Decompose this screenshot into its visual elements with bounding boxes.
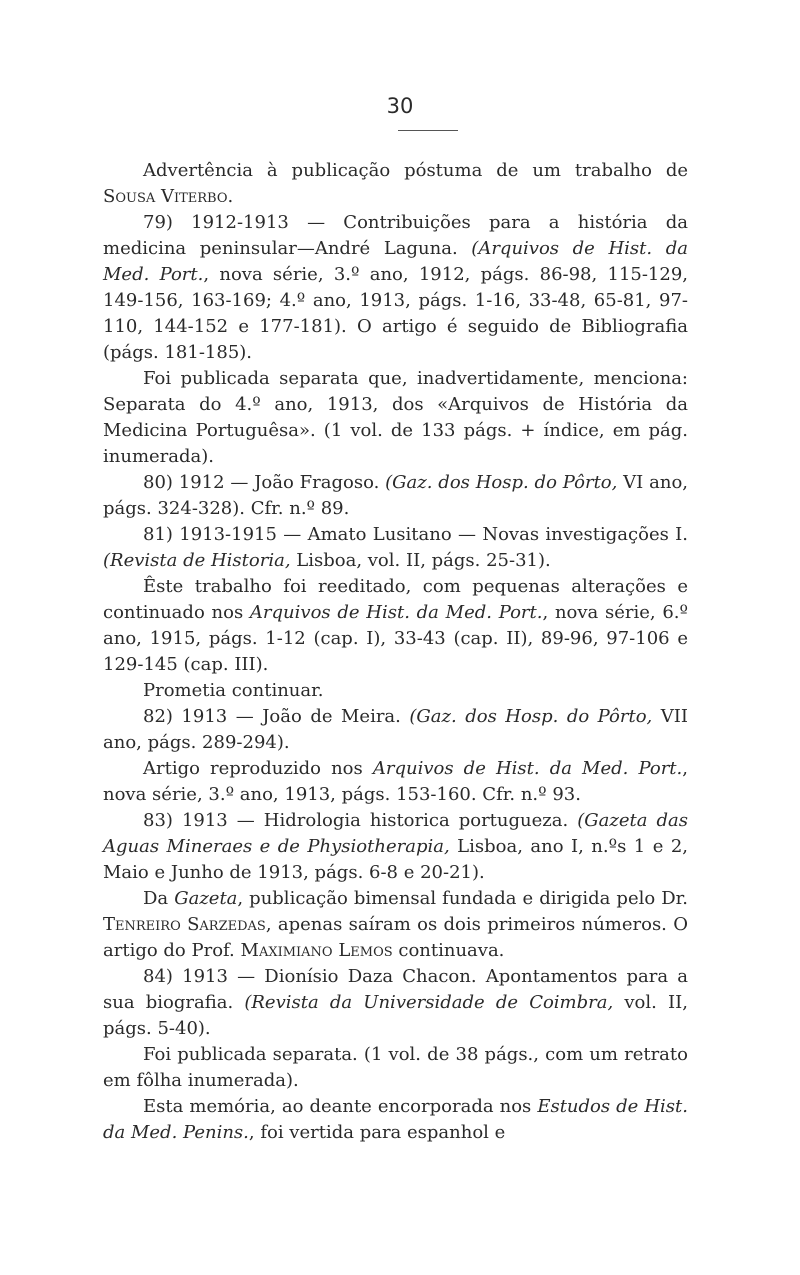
italic-title: (Gaz. dos Hosp. do Pôrto, <box>385 472 618 493</box>
paragraph <box>103 808 688 886</box>
text-run: , apenas saíram os dois primeiros números. O artigo do Prof. <box>103 914 688 961</box>
text-run: Advertência à publicação póstuma de um trabalho de <box>143 160 688 181</box>
text-run: Artigo reproduzido nos <box>143 758 373 779</box>
page-number: 30 <box>386 94 414 118</box>
paragraph <box>103 210 688 366</box>
italic-title: Arquivos de Hist. da Med. Port. <box>372 758 683 779</box>
text-run: 84) 1913 — Dionísio Daza Chacon. Apontamentos para a sua biografia. <box>103 966 688 1013</box>
italic-title: Gazeta <box>174 888 238 909</box>
text-run: vol. II, págs. 5-40). <box>103 992 688 1039</box>
text-run: VII ano, págs. 289-294). <box>103 706 689 753</box>
paragraph <box>103 886 688 964</box>
text-run: Foi publicada separata que, inadvertidamente, menciona: Separata do 4.º ano, 1913, dos «Arquivos de História da Medicina Portuguêsa». (1 vol. de 133 págs. + índice, em pág. inumerada). <box>103 368 688 467</box>
text-run: Esta memória, ao deante encorporada nos <box>143 1096 538 1117</box>
italic-title: (Revista da Universidade de Coimbra, <box>244 992 614 1013</box>
text-run: Foi publicada separata. (1 vol. de 38 págs., com um retrato em fôlha inumerada). <box>103 1044 688 1091</box>
paragraph <box>103 574 688 678</box>
text-run: 83) 1913 — Hidrologia historica portugueza. <box>143 810 578 831</box>
paragraph <box>103 1042 688 1094</box>
paragraph <box>103 704 688 756</box>
text-run: continuava. <box>392 940 505 961</box>
italic-title: (Gaz. dos Hosp. do Pôrto, <box>409 706 653 727</box>
text-run: Lisboa, ano I, n.ºs 1 e 2, Maio e Junho de 1913, págs. 6-8 e 20-21). <box>103 836 688 883</box>
text-run: 81) 1913-1915 — Amato Lusitano — Novas investigações I. <box>143 524 688 545</box>
person-name: Tenreiro Sarzedas <box>103 914 266 935</box>
text-run: , publicação bimensal fundada e dirigida pelo Dr. <box>237 888 689 909</box>
paragraph <box>103 366 688 470</box>
text-run: 79) 1912-1913 — Contribuições para a história da medicina peninsular—André Laguna. <box>103 212 688 259</box>
text-run: , nova série, 3.º ano, 1913, págs. 153-160. Cfr. n.º 93. <box>103 758 688 805</box>
header-rule <box>398 130 458 131</box>
text-run: Êste trabalho foi reeditado, com pequenas alterações e continuado nos <box>103 576 688 623</box>
paragraph <box>103 756 688 808</box>
italic-title: (Gazeta das Aguas Mineraes e de Physiotherapia, <box>103 810 688 857</box>
text-run: , foi vertida para espanhol e <box>248 1122 506 1143</box>
text-run: VI ano, págs. 324-328). Cfr. n.º 89. <box>103 472 688 519</box>
body-text <box>103 158 688 1146</box>
paragraph <box>103 522 688 574</box>
text-run: Prometia continuar. <box>143 680 324 701</box>
paragraph <box>103 964 688 1042</box>
paragraph <box>103 678 688 704</box>
paragraph <box>103 470 688 522</box>
text-run: , nova série, 3.º ano, 1912, págs. 86-98, 115-129, 149-156, 163-169; 4.º ano, 1913, págs. 1-16, 33-48, 65-81, 97-110, 144-152 e 177-181). O artigo é seguido de Bibliografia (págs. 181-185). <box>103 264 689 363</box>
italic-title: (Arquivos de Hist. da Med. Port. <box>103 238 688 285</box>
paragraph <box>103 1094 688 1146</box>
paragraph <box>103 158 688 210</box>
text-run: Da <box>143 888 175 909</box>
text-run: Lisboa, vol. II, págs. 25-31). <box>290 550 551 571</box>
italic-title: (Revista de Historia, <box>103 550 291 571</box>
text-run: , nova série, 6.º ano, 1915, págs. 1-12 (cap. I), 33-43 (cap. II), 89-96, 97-106 e 129-145 (cap. III). <box>103 602 688 675</box>
text-run: 80) 1912 — João Fragoso. <box>143 472 386 493</box>
italic-title: Arquivos de Hist. da Med. Port. <box>249 602 543 623</box>
text-run: . <box>227 186 234 207</box>
person-name: Sousa Viterbo <box>103 186 228 207</box>
italic-title: Estudos de Hist. da Med. Penins. <box>103 1096 688 1143</box>
person-name: Maximiano Lemos <box>240 940 393 961</box>
text-run: 82) 1913 — João de Meira. <box>143 706 410 727</box>
